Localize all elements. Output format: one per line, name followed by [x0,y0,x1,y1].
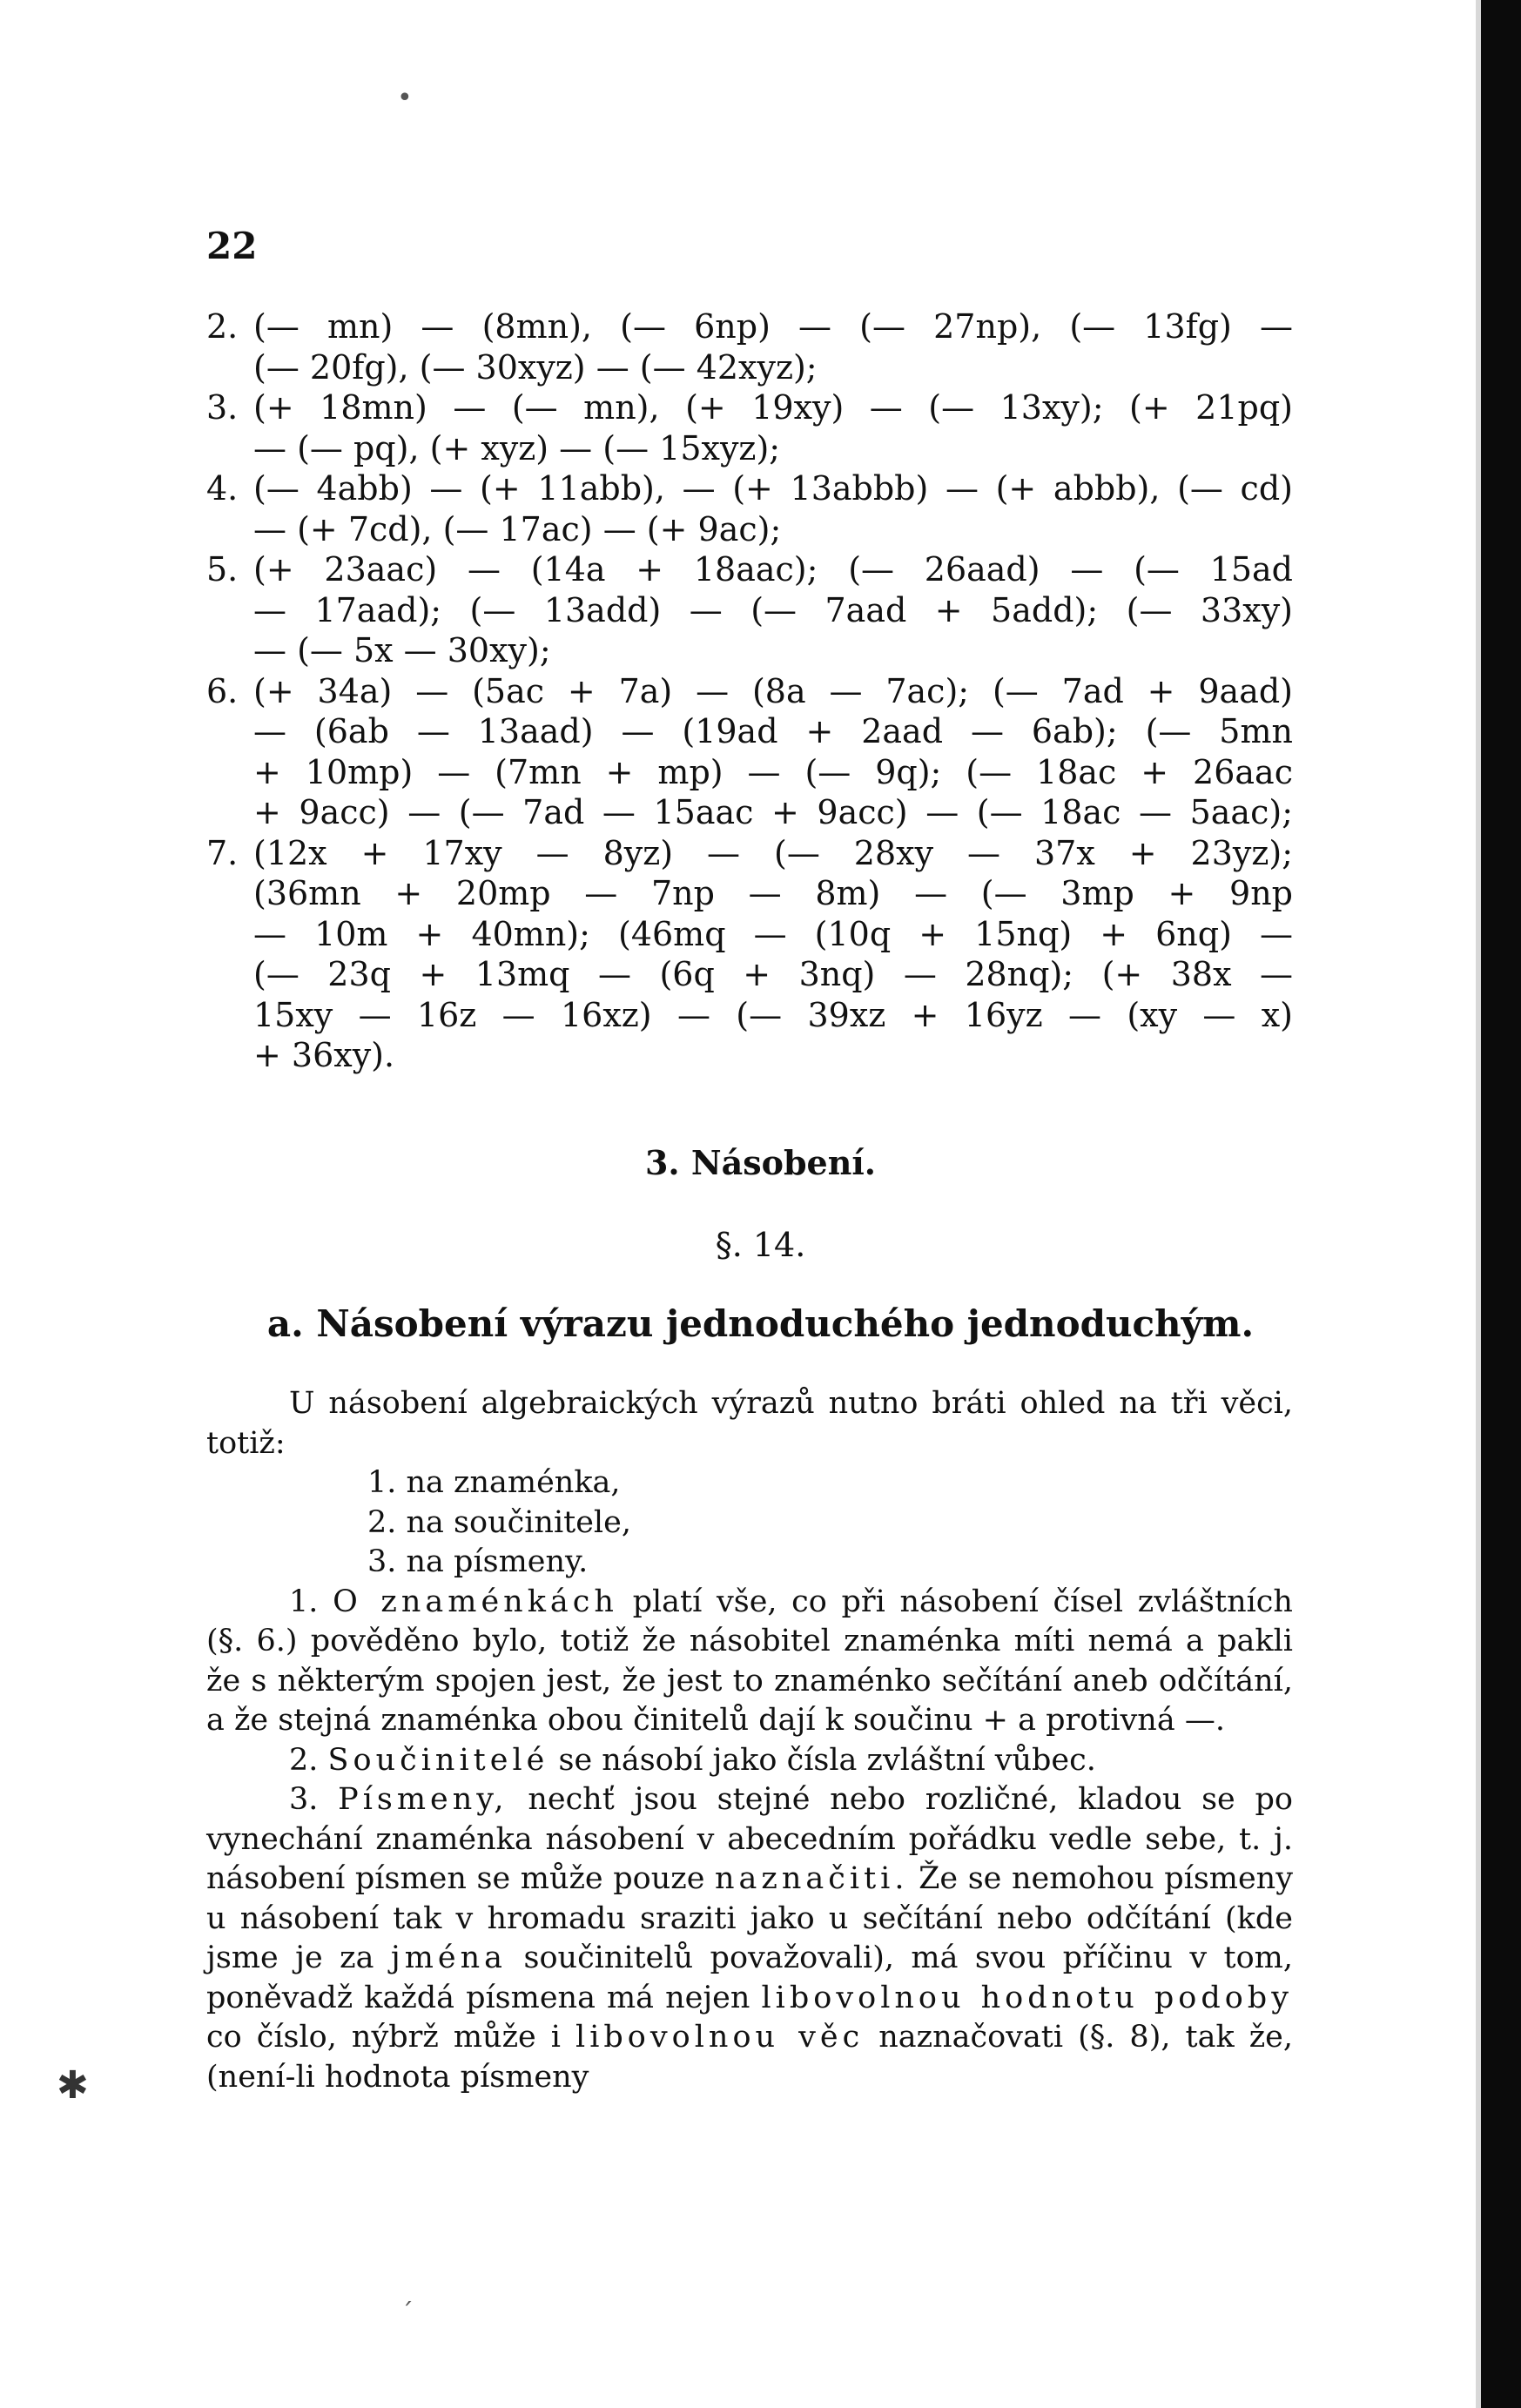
exercise-2 [206,306,1293,387]
exercise-3 [206,387,1293,468]
spaced-term: Písmeny, [338,1782,508,1817]
exercise-number: 4. [206,469,239,508]
exercise-list [206,306,1293,1076]
list-item: 2. na součinitele, [367,1504,631,1540]
spaced-term: jména [390,1941,508,1975]
paragraph-number: 2. [289,1742,319,1778]
paragraph-text: nechť jsou stejné nebo rozličné, kladou se po vynechání znaménka násobení v abecedním pořádku vedle sebe, t. j. násobení písmen se může pouze [206,1782,1293,1896]
paragraph-signs [206,1583,1293,1741]
exercise-line: — (— 5x — 30xy); [253,631,551,669]
spaced-term: O znaménkách [333,1584,618,1619]
section-heading: 3. Násobení. [644,1143,877,1182]
paragraph-number: 3. [289,1782,319,1817]
list-item: 1. na znaménka, [367,1465,621,1500]
exercise-number: 5. [206,550,239,589]
exercise-number: 7. [206,833,239,872]
exercise-line: (— 23q + 13mq — (6q + 3nq) — 28nq); (+ 38x — [253,955,1293,993]
spaced-term: libovolnou hodnotu podoby [761,1980,1293,2015]
criteria-list [206,1463,1293,1583]
exercise-line: — (+ 7cd), (— 17ac) — (+ 9ac); [253,509,782,548]
ink-speck: • [397,83,413,113]
intro-paragraph: U násobení algebraických výrazů nutno bráti ohled na tři věci, totiž: [206,1386,1293,1461]
list-item: 3. na písmeny. [367,1544,589,1579]
ink-blot: ✱ [57,2063,89,2108]
exercise-line: (36mn + 20mp — 7np — 8m) — (— 3mp + 9np [253,874,1293,912]
exercise-5 [206,549,1293,671]
exercise-line: + 9acc) — (— 7ad — 15aac + 9acc) — (— 18ac — 5aac); [253,793,1293,831]
paragraph-letters [206,1780,1293,2097]
exercise-line: (— mn) — (8mn), (— 6np) — (— 27np), (— 13fg) — [253,307,1293,346]
spaced-term: naznačiti. [715,1861,909,1896]
paragraph-text: co číslo, nýbrž může i [206,2020,561,2055]
exercise-line: — (— pq), (+ xyz) — (— 15xyz); [253,428,781,467]
paragraph-text: se násobí jako čísla zvláštní vůbec. [558,1742,1096,1778]
exercise-line: (— 4abb) — (+ 11abb), — (+ 13abbb) — (+ abbb), (— cd) [253,469,1293,508]
subsection-heading: a. Násobení výrazu jednoduchého jednoduchým. [266,1302,1255,1345]
exercise-6 [206,671,1293,833]
exercise-number: 6. [206,671,239,710]
exercise-line: + 36xy). [253,1036,395,1074]
paragraph-text: Že se nemohou písmeny u násobení tak v hromadu sraziti jako u sečítání nebo odčítání (kde jsme je za [206,1861,1293,1975]
paragraph-coefficients [206,1741,1293,1781]
spaced-term: Součinitelé [327,1742,549,1778]
paragraph-text: naznačovati (§. 8), tak že, (není-li hodnota písmeny [206,2020,1293,2095]
exercise-number: 3. [206,388,239,427]
paragraph-text: platí vše, co při násobení čísel zvláštních (§. 6.) pověděno bylo, totiž že násobitel znaménka míti nemá a pakli že s některým spojen jest, že jest to znaménko sečítání aneb odčítání, a že stejná znaménka obou činitelů dají k součinu + a protivná —. [206,1584,1293,1738]
spaced-term: libovolnou věc [575,2020,865,2055]
exercise-line: — 17aad); (— 13add) — (— 7aad + 5add); (— 33xy) [253,590,1293,629]
exercise-line: + 10mp) — (7mn + mp) — (— 9q); (— 18ac + 26aac [253,752,1293,791]
exercise-line: (12x + 17xy — 8yz) — (— 28xy — 37x + 23yz); [253,833,1293,872]
paragraph-text: součinitelů považovali), má svou příčinu v tom, poněvadž každá písmena má nejen [206,1941,1293,2015]
exercise-line: (+ 23aac) — (14a + 18aac); (— 26aad) — (— 15ad [253,550,1293,589]
exercise-line: — 10m + 40mn); (46mq — (10q + 15nq) + 6nq) — [253,914,1293,953]
paragraph-sign: §. 14. [715,1226,806,1264]
paragraph-number: 1. [289,1584,319,1619]
exercise-line: (+ 18mn) — (— mn), (+ 19xy) — (— 13xy); (+ 21pq) [253,388,1293,427]
exercise-7 [206,833,1293,1076]
exercise-line: — (6ab — 13aad) — (19ad + 2aad — 6ab); (— 5mn [253,712,1293,750]
exercise-line: (+ 34a) — (5ac + 7a) — (8a — 7ac); (— 7ad + 9aad) [253,671,1293,710]
exercise-line: (— 20fg), (— 30xyz) — (— 42xyz); [253,347,818,387]
ink-speck: ˊ [400,2298,414,2329]
page-number: 22 [206,225,258,267]
page-edge [1481,0,1521,2408]
exercise-number: 2. [206,307,239,346]
body-text [206,1384,1293,2097]
exercise-line: 15xy — 16z — 16xz) — (— 39xz + 16yz — (xy — x) [253,995,1293,1034]
exercise-4 [206,468,1293,549]
